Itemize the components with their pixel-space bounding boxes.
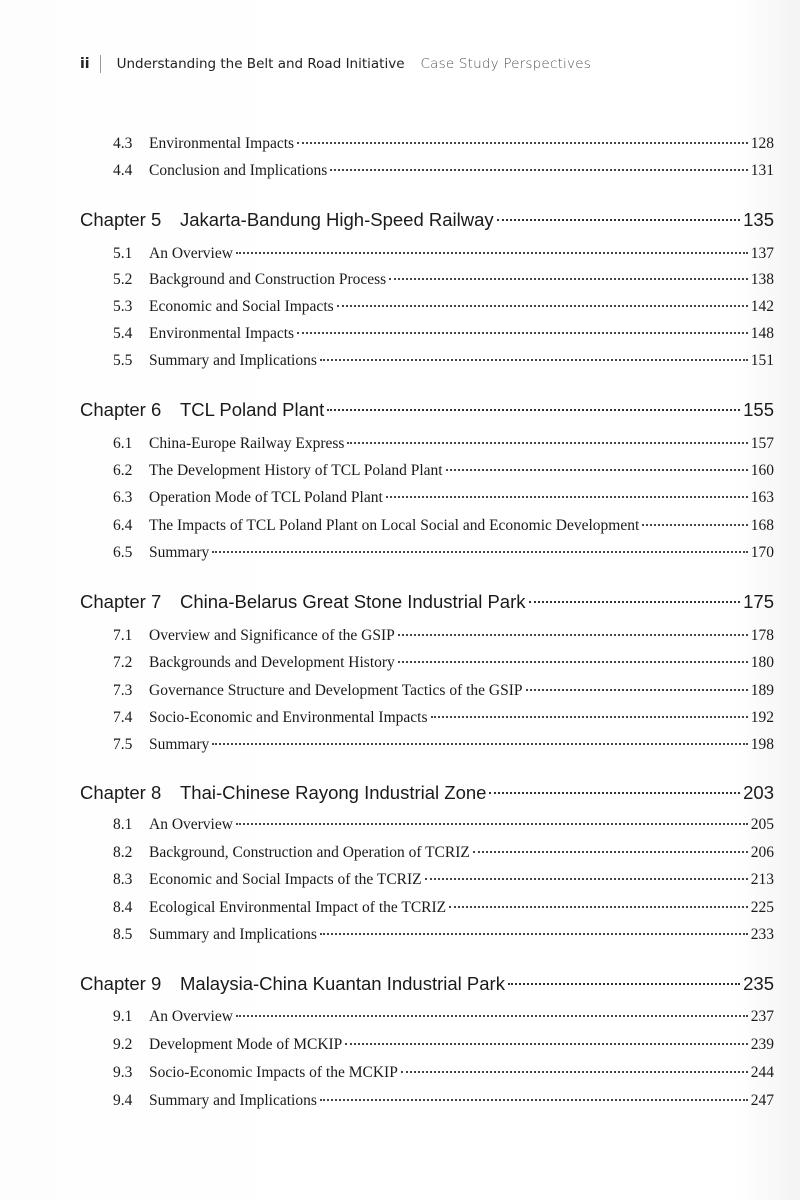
- page-reference: 128: [750, 134, 774, 152]
- section-number: 9.2: [113, 1035, 133, 1053]
- section-number: 6.2: [113, 461, 133, 479]
- section-title: Overview and Significance of the GSIP: [149, 626, 395, 644]
- page-reference: 131: [750, 161, 774, 179]
- dot-leader: [449, 890, 748, 908]
- toc-section-entry: [113, 731, 774, 754]
- dot-leader: [529, 582, 741, 603]
- page-reference: 192: [750, 708, 774, 726]
- section-title: Background, Construction and Operation of TCRIZ: [149, 843, 470, 861]
- toc-section-entry: [113, 811, 774, 834]
- section-title: Backgrounds and Development History: [149, 653, 395, 671]
- section-number: 5.4: [113, 324, 133, 342]
- dot-leader: [345, 1027, 747, 1045]
- chapter-title: Jakarta-Bandung High-Speed Railway: [180, 208, 494, 230]
- page-reference: 168: [750, 516, 774, 534]
- page-reference: 160: [750, 461, 774, 479]
- page-reference: 247: [750, 1091, 774, 1109]
- dot-leader: [236, 999, 748, 1017]
- toc-section-entry: [113, 677, 774, 700]
- section-title: The Development History of TCL Poland Plant: [149, 461, 443, 479]
- section-number: 7.4: [113, 708, 133, 726]
- toc-section-entry: [113, 1003, 774, 1026]
- section-number: 4.4: [113, 161, 133, 179]
- dot-leader: [212, 535, 747, 553]
- dot-leader: [473, 835, 748, 853]
- page-reference: 178: [750, 626, 774, 644]
- page-reference: 138: [750, 270, 774, 288]
- page-reference: 203: [743, 781, 774, 803]
- section-number: 8.4: [113, 898, 133, 916]
- section-number: 9.3: [113, 1063, 133, 1081]
- toc-section-entry: [113, 539, 774, 562]
- section-title: Socio-Economic and Environmental Impacts: [149, 708, 428, 726]
- dot-leader: [389, 262, 748, 280]
- toc-chapter-entry: [80, 778, 774, 804]
- chapter-title: Malaysia-China Kuantan Industrial Park: [180, 972, 505, 994]
- dot-leader: [327, 390, 740, 411]
- section-title: Summary and Implications: [149, 1091, 317, 1109]
- toc-section-entry: [113, 457, 774, 480]
- dot-leader: [330, 153, 748, 171]
- page-reference: 213: [750, 870, 774, 888]
- chapter-title: Thai-Chinese Rayong Industrial Zone: [180, 781, 487, 803]
- section-number: 4.3: [113, 134, 133, 152]
- toc-section-entry: [113, 1059, 774, 1082]
- section-title: Summary: [149, 543, 210, 561]
- toc-section-entry: [113, 704, 774, 727]
- section-title: An Overview: [149, 815, 233, 833]
- toc-section-entry: [113, 430, 774, 453]
- page-reference: 163: [750, 488, 774, 506]
- dot-leader: [642, 508, 747, 526]
- page-reference: 237: [750, 1007, 774, 1025]
- toc-section-entry: [113, 894, 774, 917]
- section-title: Background and Construction Process: [149, 270, 387, 288]
- section-number: 5.3: [113, 297, 133, 315]
- page-reference: 198: [750, 735, 774, 753]
- section-number: 9.4: [113, 1091, 133, 1109]
- dot-leader: [347, 426, 747, 444]
- dot-leader: [401, 1055, 748, 1073]
- section-number: 8.3: [113, 870, 133, 888]
- page-reference: 205: [750, 815, 774, 833]
- section-title: Environmental Impacts: [149, 324, 295, 342]
- section-title: Development Mode of MCKIP: [149, 1035, 343, 1053]
- dot-leader: [320, 917, 748, 935]
- section-number: 7.3: [113, 681, 133, 699]
- page-reference: 157: [750, 434, 774, 452]
- toc-section-entry: [113, 347, 774, 370]
- section-title: Summary and Implications: [149, 351, 317, 369]
- section-title: Summary and Implications: [149, 925, 317, 943]
- page-reference: 180: [750, 653, 774, 671]
- toc-chapter-entry: [80, 395, 774, 421]
- dot-leader: [297, 126, 748, 144]
- toc-section-entry: [113, 866, 774, 889]
- section-title: Conclusion and Implications: [149, 161, 328, 179]
- page-reference: 155: [743, 398, 774, 420]
- page-reference: 239: [750, 1035, 774, 1053]
- toc-section-entry: [113, 921, 774, 944]
- toc-section-entry: [113, 130, 774, 153]
- dot-leader: [320, 1083, 748, 1101]
- dot-leader: [297, 316, 748, 334]
- page-reference: 175: [743, 590, 774, 612]
- toc-section-entry: [113, 266, 774, 289]
- section-number: 5.5: [113, 351, 133, 369]
- section-number: 6.1: [113, 434, 133, 452]
- section-number: 5.1: [113, 244, 133, 262]
- section-number: 6.4: [113, 516, 133, 534]
- page-number: ii: [80, 56, 90, 72]
- toc-chapter-entry: [80, 969, 774, 995]
- section-title: The Impacts of TCL Poland Plant on Local Social and Economic Development: [149, 516, 640, 534]
- chapter-number: Chapter 8: [80, 781, 162, 803]
- section-title: Ecological Environmental Impact of the TCRIZ: [149, 898, 447, 916]
- toc-chapter-entry: [80, 205, 774, 231]
- section-title: Environmental Impacts: [149, 134, 295, 152]
- chapter-number: Chapter 5: [80, 208, 162, 230]
- toc-section-entry: [113, 649, 774, 672]
- section-number: 7.2: [113, 653, 133, 671]
- page-reference: 225: [750, 898, 774, 916]
- page-reference: 137: [750, 244, 774, 262]
- section-number: 8.1: [113, 815, 133, 833]
- section-title: Operation Mode of TCL Poland Plant: [149, 488, 383, 506]
- chapter-title: TCL Poland Plant: [180, 398, 325, 420]
- chapter-number: Chapter 7: [80, 590, 162, 612]
- dot-leader: [526, 673, 748, 691]
- toc-chapter-entry: [80, 587, 774, 613]
- page-reference: 244: [750, 1063, 774, 1081]
- page-reference: 142: [750, 297, 774, 315]
- page-reference: 189: [750, 681, 774, 699]
- section-number: 6.3: [113, 488, 133, 506]
- toc-section-entry: [113, 839, 774, 862]
- section-number: 8.5: [113, 925, 133, 943]
- section-title: An Overview: [149, 244, 233, 262]
- page-reference: 170: [750, 543, 774, 561]
- dot-leader: [497, 200, 740, 221]
- section-title: China-Europe Railway Express: [149, 434, 345, 452]
- dot-leader: [212, 727, 747, 745]
- page-reference: 235: [743, 972, 774, 994]
- section-title: Governance Structure and Development Tactics of the GSIP: [149, 681, 523, 699]
- toc-section-entry: [113, 320, 774, 343]
- section-title: Economic and Social Impacts of the TCRIZ: [149, 870, 422, 888]
- chapter-number: Chapter 9: [80, 972, 162, 994]
- page-reference: 135: [743, 208, 774, 230]
- toc-section-entry: [113, 622, 774, 645]
- dot-leader: [489, 773, 740, 794]
- dot-leader: [425, 862, 748, 880]
- section-number: 7.1: [113, 626, 133, 644]
- dot-leader: [398, 645, 748, 663]
- section-title: Socio-Economic Impacts of the MCKIP: [149, 1063, 398, 1081]
- section-title: Summary: [149, 735, 210, 753]
- chapter-number: Chapter 6: [80, 398, 162, 420]
- dot-leader: [398, 618, 748, 636]
- dot-leader: [320, 343, 748, 361]
- page-reference: 206: [750, 843, 774, 861]
- dot-leader: [386, 480, 748, 498]
- toc-section-entry: [113, 1087, 774, 1110]
- toc-section-entry: [113, 1031, 774, 1054]
- dot-leader: [431, 700, 748, 718]
- toc-section-entry: [113, 484, 774, 507]
- page-reference: 151: [750, 351, 774, 369]
- section-number: 7.5: [113, 735, 133, 753]
- section-number: 8.2: [113, 843, 133, 861]
- page-reference: 148: [750, 324, 774, 342]
- dot-leader: [446, 453, 748, 471]
- toc-section-entry: [113, 240, 774, 263]
- page-reference: 233: [750, 925, 774, 943]
- chapter-title: China-Belarus Great Stone Industrial Park: [180, 590, 526, 612]
- book-subtitle: Case Study Perspectives: [420, 56, 591, 72]
- dot-leader: [508, 964, 740, 985]
- section-number: 5.2: [113, 270, 133, 288]
- dot-leader: [236, 236, 748, 254]
- section-title: An Overview: [149, 1007, 233, 1025]
- section-number: 6.5: [113, 543, 133, 561]
- dot-leader: [236, 807, 748, 825]
- toc-section-entry: [113, 512, 774, 535]
- toc-section-entry: [113, 157, 774, 180]
- section-title: Economic and Social Impacts: [149, 297, 334, 315]
- section-number: 9.1: [113, 1007, 133, 1025]
- dot-leader: [337, 289, 748, 307]
- book-title: Understanding the Belt and Road Initiative: [116, 56, 405, 72]
- toc-section-entry: [113, 293, 774, 316]
